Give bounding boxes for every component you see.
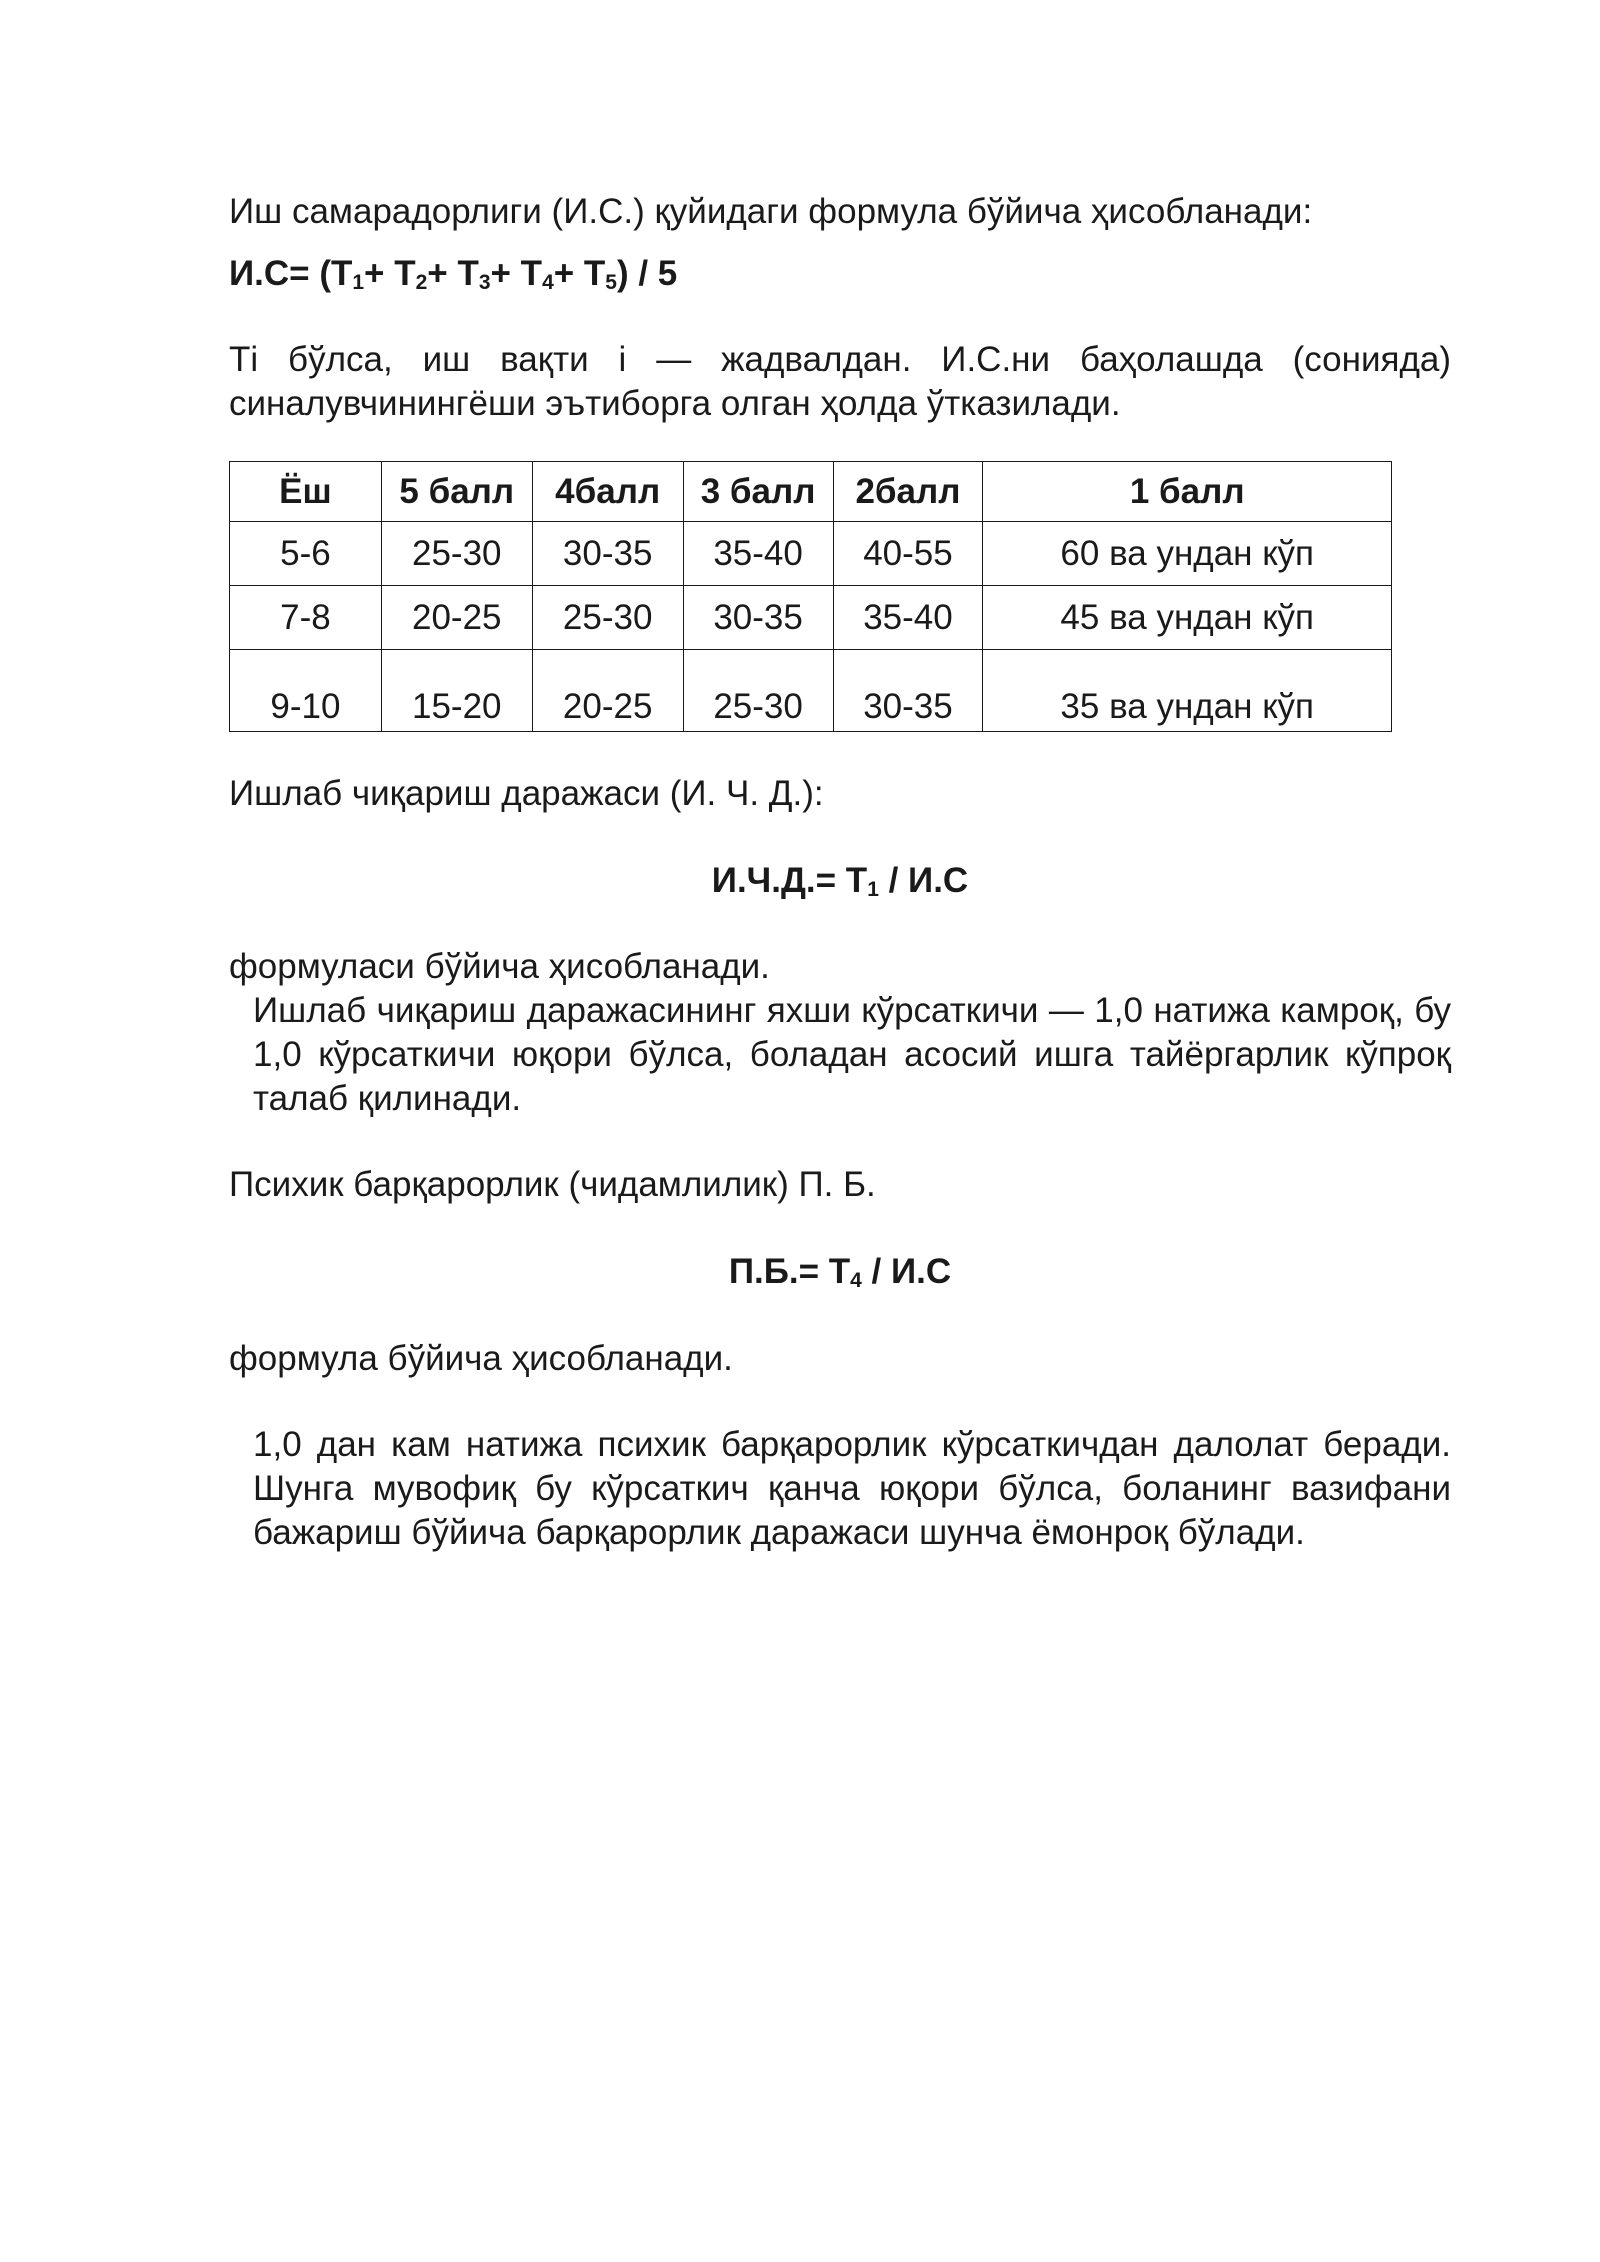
table-header-cell: 2балл [833,462,983,522]
formula-is-sub: 5 [605,271,617,295]
table-header-row [230,462,1392,522]
formula-is-part: И.С= (Т [229,254,353,293]
formula-is-sub: 2 [415,271,428,295]
table-header-cell: 5 балл [381,462,532,522]
table-cell: 60 ва ундан кўп [983,522,1392,586]
table-cell: 35-40 [683,522,833,586]
table-cell: 30-35 [683,586,833,650]
table-header-cell: 4балл [532,462,683,522]
table-cell: 45 ва ундан кўп [983,586,1392,650]
table-cell: 25-30 [532,586,683,650]
score-table [229,461,1392,732]
formula-is-part: + Т [427,254,479,293]
formula-pb [229,1250,1451,1294]
ti-paragraph: Ті бўлса, иш вақти і — жадвалдан. И.С.ни баҳолашда (сонияда) синалувчинингёши эътиборга олган ҳолда ўтказилади. [229,340,1451,423]
pb-after-text: формула бўйича ҳисобланади. [229,1339,733,1378]
table-header-cell: Ёш [230,462,382,522]
pb-paragraph: 1,0 дан кам натижа психик барқарорлик кўрсаткичдан далолат беради. Шунга мувофиқ бу кўрсаткич қанча юқори бўлса, боланинг вазифани бажариш бўйича барқарорлик даражаси шунча ёмонроқ бўлади. [253,1425,1451,1552]
formula-pb-part: / И.С [861,1252,952,1291]
formula-is [229,252,1451,296]
intro-paragraph: Иш самарадорлиги (И.С.) қуйидаги формула бўйича ҳисобланади: [229,192,1313,231]
table-cell: 30-35 [532,522,683,586]
table-cell: 35 ва ундан кўп [983,650,1392,732]
table-cell: 15-20 [381,650,532,732]
table-cell: 25-30 [683,650,833,732]
table-cell: 20-25 [381,586,532,650]
formula-is-part: ) / 5 [616,254,678,293]
table-header-cell: 3 балл [683,462,833,522]
table-row [230,522,1392,586]
formula-is-part: + Т [364,254,416,293]
pb-heading: Психик барқарорлик (чидамлилик) П. Б. [229,1165,876,1204]
table-cell: 25-30 [381,522,532,586]
formula-icd-sub: 1 [867,878,879,902]
table-cell: 30-35 [833,650,983,732]
table-row [230,586,1392,650]
table-cell: 20-25 [532,650,683,732]
formula-icd [229,859,1451,903]
table-row [230,650,1392,732]
table-cell: 7-8 [230,586,382,650]
icd-after-text: формуласи бўйича ҳисобланади. [229,947,770,986]
formula-is-sub: 3 [478,271,491,295]
formula-icd-part: И.Ч.Д.= Т [711,861,868,900]
formula-pb-part: П.Б.= Т [728,1252,851,1291]
formula-is-sub: 1 [352,271,365,295]
icd-heading: Ишлаб чиқариш даражаси (И. Ч. Д.): [229,774,824,813]
formula-is-part: + Т [490,254,543,293]
formula-is-part: + Т [553,254,606,293]
table-header-cell: 1 балл [983,462,1392,522]
table-cell: 5-6 [230,522,382,586]
table-cell: 35-40 [833,586,983,650]
formula-pb-sub: 4 [850,1269,862,1293]
document-page [229,190,1451,1555]
icd-paragraph: Ишлаб чиқариш даражасининг яхши кўрсаткичи — 1,0 натижа камроқ, бу 1,0 кўрсаткичи юқори бўлса, боладан асосий ишга тайёргарлик кўпроқ талаб қилинади. [253,991,1451,1118]
table-cell: 9-10 [230,650,382,732]
table-cell: 40-55 [833,522,983,586]
formula-icd-part: / И.С [878,861,969,900]
formula-is-sub: 4 [542,271,554,295]
